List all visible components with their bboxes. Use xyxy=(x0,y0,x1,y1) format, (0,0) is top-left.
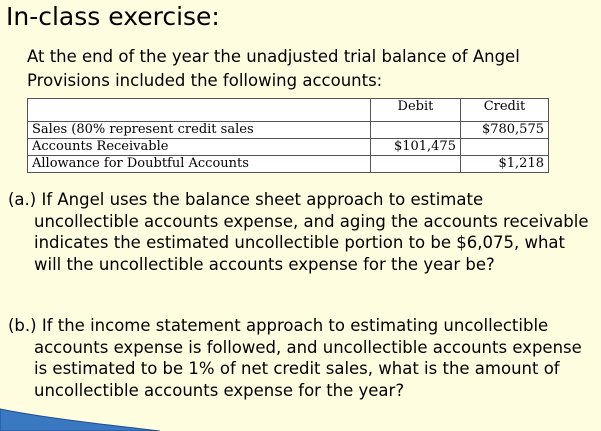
header-credit: Credit xyxy=(460,99,548,122)
debit-amount: $101,475 xyxy=(370,139,460,156)
question-b: (b.) If the income statement approach to estimating uncollectible accounts expense is followed, and uncollectible accounts expense is estimated to be 1% of net credit sales, what is the amount of uncollectible accounts expense for the year? xyxy=(8,316,582,400)
question-a: (a.) If Angel uses the balance sheet approach to estimate uncollectible accounts expense, and aging the accounts receivable indicates the estimated uncollectible portion to be $6,075, what will the uncollectible accounts expense for the year be? xyxy=(8,190,589,274)
account-name: Accounts Receivable xyxy=(28,139,371,156)
intro-text: At the end of the year the unadjusted trial balance of Angel Provisions included the following accounts: xyxy=(27,47,520,90)
credit-amount: $1,218 xyxy=(460,156,548,173)
account-name: Sales (80% represent credit sales xyxy=(28,122,371,139)
table-header-row xyxy=(28,99,549,122)
debit-amount xyxy=(370,122,460,139)
header-debit: Debit xyxy=(370,99,460,122)
slide-title: In-class exercise: xyxy=(6,2,220,31)
trial-balance-table xyxy=(27,98,549,173)
table-row xyxy=(28,156,549,173)
credit-amount: $780,575 xyxy=(460,122,548,139)
credit-amount xyxy=(460,139,548,156)
header-account xyxy=(28,99,371,122)
debit-amount xyxy=(370,156,460,173)
table-row xyxy=(28,122,549,139)
table-row xyxy=(28,139,549,156)
account-name: Allowance for Doubtful Accounts xyxy=(28,156,371,173)
